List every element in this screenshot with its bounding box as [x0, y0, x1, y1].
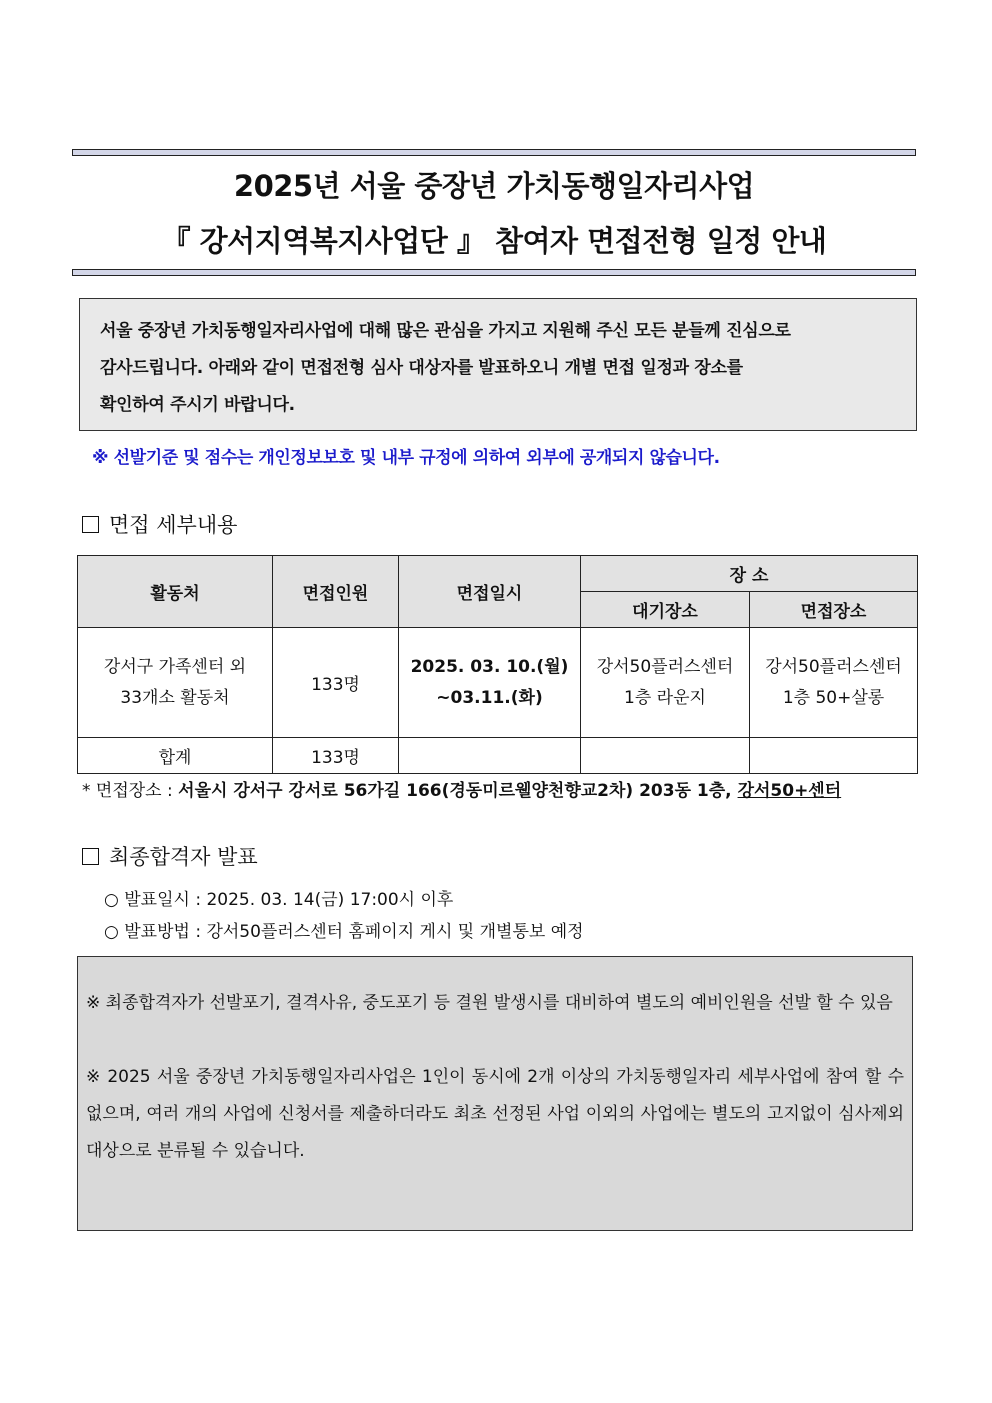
header-waiting: 대기장소: [581, 592, 750, 628]
center-name: 강서50+센터: [737, 781, 842, 801]
header-count: 면접인원: [273, 556, 399, 628]
final-note-2: ※ 2025 서울 중장년 가치동행일자리사업은 1인이 동시에 2개 이상의 가치동행일자리 세부사업에 참여 할 수 없으며, 여러 개의 사업에 신청서를 제출하더라도 최초 선정된 사업 이외의 사업에는 별도의 고지없이 심사제외 대상으로 분류될 수 있습니다.: [86, 1067, 904, 1161]
privacy-note: ※ 선발기준 및 점수는 개인정보보호 및 내부 규정에 의하여 외부에 공개되지 않습니다.: [92, 448, 720, 468]
section-heading-text: 최종합격자 발표: [109, 845, 258, 869]
section-interview-details-heading: [82, 509, 237, 539]
title-top-rule: [72, 149, 916, 156]
location-note: * 면접장소 : 서울시 강서구 강서로 56가길 166(경동미르웰양천향교2차) 203동 1층, 강서50+센터: [82, 781, 842, 801]
cell-total-label: 합계: [78, 738, 273, 774]
announce-date-bullet: ○ 발표일시 : 2025. 03. 14(금) 17:00시 이후: [104, 890, 454, 910]
final-notes-box: [77, 956, 913, 1231]
section-final-announcement-heading: [82, 841, 258, 871]
page-title-line1: 2025년 서울 중장년 가치동행일자리사업: [233, 169, 755, 203]
cell-waiting: 강서50플러스센터 1층 라운지: [581, 628, 750, 738]
table-row-total: [78, 738, 918, 774]
header-interview-place: 면접장소: [750, 592, 918, 628]
announce-method-bullet: ○ 발표방법 : 강서50플러스센터 홈페이지 게시 및 개별통보 예정: [104, 922, 584, 942]
interview-schedule-table: [77, 555, 918, 774]
table-row: [78, 628, 918, 738]
intro-line2: 감사드립니다. 아래와 같이 면접전형 심사 대상자를 발표하오니 개별 면접 일정과 장소를: [100, 358, 743, 378]
cell-interview-place: 강서50플러스센터 1층 50+살롱: [750, 628, 918, 738]
section-heading-text: 면접 세부내용: [109, 513, 238, 537]
final-note-1: ※ 최종합격자가 선발포기, 결격사유, 중도포기 등 결원 발생시를 대비하여 별도의 예비인원을 선발 할 수 있음: [86, 993, 893, 1013]
checkbox-square-icon: [82, 848, 99, 865]
intro-line3: 확인하여 주시기 바랍니다.: [100, 395, 295, 415]
cell-place: 강서구 가족센터 외 33개소 활동처: [78, 628, 273, 738]
header-place: 활동처: [78, 556, 273, 628]
intro-line1: 서울 중장년 가치동행일자리사업에 대해 많은 관심을 가지고 지원해 주신 모든 분들께 진심으로: [100, 321, 791, 341]
page-title-line2: 『 강서지역복지사업단 』 참여자 면접전형 일정 안내: [161, 224, 827, 258]
intro-box: [79, 298, 917, 431]
cell-datetime: 2025. 03. 10.(월) ~03.11.(화): [399, 628, 581, 738]
cell-total-count: 133명: [273, 738, 399, 774]
checkbox-square-icon: [82, 516, 99, 533]
title-bottom-rule: [72, 269, 916, 276]
header-location: 장 소: [581, 556, 918, 592]
header-datetime: 면접일시: [399, 556, 581, 628]
cell-count: 133명: [273, 628, 399, 738]
